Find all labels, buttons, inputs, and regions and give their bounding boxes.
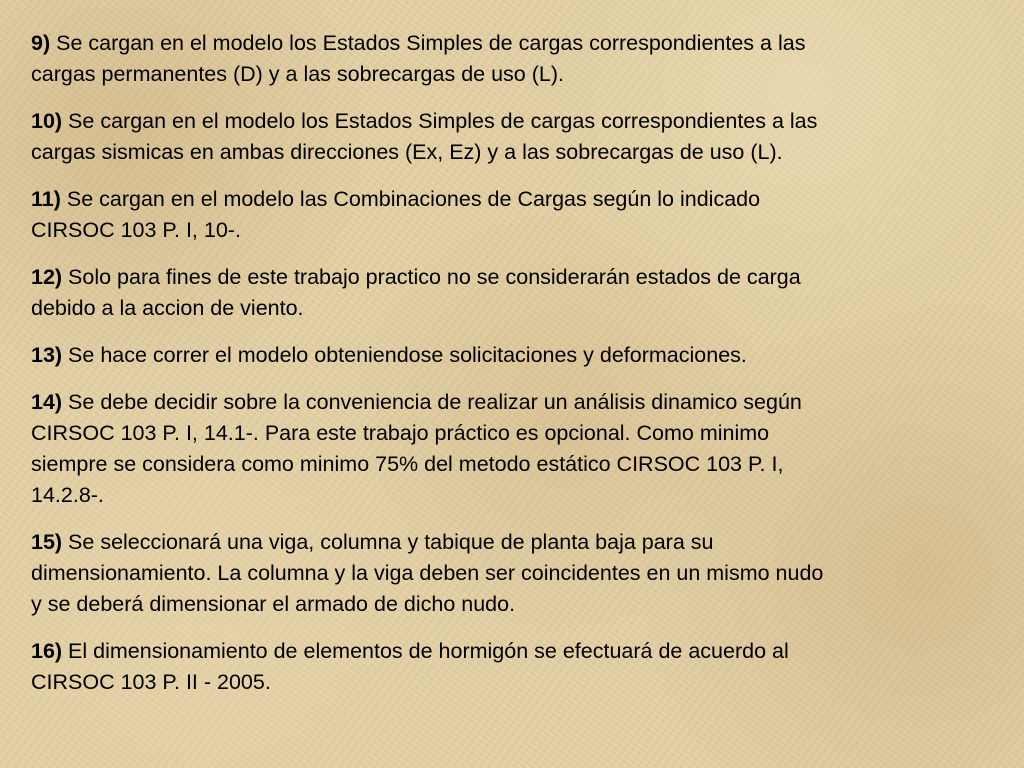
item-text: El dimensionamiento de elementos de hormigón se efectuará de acuerdo al <box>62 639 789 663</box>
item-line: siempre se considera como minimo 75% del metodo estático CIRSOC 103 P. I, <box>31 452 784 476</box>
list-item-15 <box>31 527 981 620</box>
item-line: y se deberá dimensionar el armado de dicho nudo. <box>31 592 516 616</box>
item-number: 14) <box>31 390 63 414</box>
item-line: CIRSOC 103 P. II - 2005. <box>31 670 271 694</box>
item-line <box>31 387 981 418</box>
list-item-14 <box>31 387 981 511</box>
item-number: 13) <box>31 343 63 367</box>
list-item-9 <box>31 28 981 90</box>
item-text: Solo para fines de este trabajo practico no se considerarán estados de carga <box>62 265 801 289</box>
item-line: cargas sismicas en ambas direcciones (Ex, Ez) y a las sobrecargas de uso (L). <box>31 140 783 164</box>
item-number: 9) <box>31 31 51 55</box>
item-line: 14.2.8-. <box>31 483 104 507</box>
list-item-11 <box>31 184 981 246</box>
item-number: 12) <box>31 265 63 289</box>
item-number: 16) <box>31 639 63 663</box>
list-item-13 <box>31 340 981 371</box>
item-text: Se cargan en el modelo las Combinaciones de Cargas según lo indicado <box>60 187 761 211</box>
item-text: Se cargan en el modelo los Estados Simples de cargas correspondientes a las <box>50 31 806 55</box>
item-number: 10) <box>31 109 63 133</box>
list-item-12 <box>31 262 981 324</box>
item-line <box>31 340 981 371</box>
document-body <box>31 28 981 714</box>
list-item-16 <box>31 636 981 698</box>
item-number: 11) <box>31 187 61 211</box>
item-text: Se seleccionará una viga, columna y tabique de planta baja para su <box>62 530 714 554</box>
item-line <box>31 262 981 293</box>
item-text: Se debe decidir sobre la conveniencia de realizar un análisis dinamico según <box>62 390 802 414</box>
item-number: 15) <box>31 530 63 554</box>
item-line <box>31 28 981 59</box>
item-text: Se cargan en el modelo los Estados Simples de cargas correspondientes a las <box>62 109 818 133</box>
item-line: dimensionamiento. La columna y la viga deben ser coincidentes en un mismo nudo <box>31 561 824 585</box>
item-line: debido a la accion de viento. <box>31 296 304 320</box>
item-line: cargas permanentes (D) y a las sobrecargas de uso (L). <box>31 62 564 86</box>
item-line <box>31 106 981 137</box>
item-line <box>31 184 981 215</box>
item-line <box>31 527 981 558</box>
list-item-10 <box>31 106 981 168</box>
item-text: Se hace correr el modelo obteniendose solicitaciones y deformaciones. <box>62 343 747 367</box>
item-line: CIRSOC 103 P. I, 14.1-. Para este trabajo práctico es opcional. Como minimo <box>31 421 770 445</box>
item-line: CIRSOC 103 P. I, 10-. <box>31 218 241 242</box>
item-line <box>31 636 981 667</box>
